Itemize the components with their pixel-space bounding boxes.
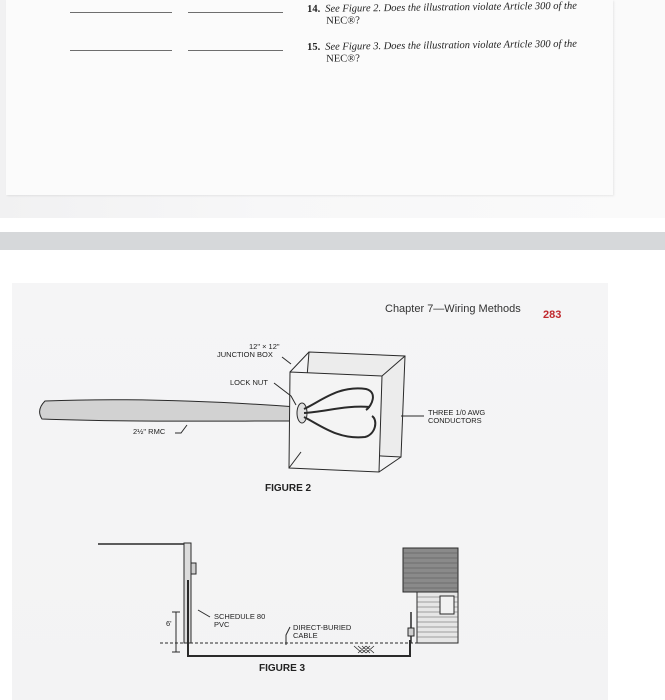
question-text-line2: NEC®? [326, 53, 360, 65]
service-meter [408, 628, 414, 636]
figure-3-drawing [98, 543, 458, 656]
house-window [440, 596, 454, 614]
question-number: 15. [307, 41, 321, 53]
figure-2-caption: FIGURE 2 [265, 483, 312, 494]
box-edge [379, 457, 401, 472]
lock-nut-label: LOCK NUT [230, 378, 268, 387]
leader-line [282, 357, 291, 364]
leader-line [286, 627, 290, 645]
leader-line [175, 425, 187, 433]
meter-box [191, 563, 196, 574]
chapter-header: Chapter 7—Wiring Methods [385, 303, 521, 315]
page-number: 283 [543, 309, 562, 321]
figure-3-caption: FIGURE 3 [259, 663, 306, 674]
depth-label: 6' [166, 619, 172, 628]
cable-label-line1: DIRECT-BURIED [293, 623, 352, 632]
buried-cable [188, 640, 410, 656]
question-text: See Figure 3. Does the illustration violate Article 300 of the [325, 38, 577, 53]
question-text-line2: NEC®? [326, 15, 360, 27]
question-text: See Figure 2. Does the illustration violate Article 300 of the [325, 0, 577, 15]
house-roof [403, 548, 458, 592]
cable-hatch [354, 646, 374, 653]
junction-box-label: JUNCTION BOX [217, 350, 273, 359]
figure-2-drawing [40, 352, 424, 472]
question-number: 14. [307, 3, 321, 15]
conductors-label-line2: CONDUCTORS [428, 416, 482, 425]
conductors-label-line1: THREE 1/0 AWG [428, 408, 486, 417]
leader-line [198, 610, 210, 617]
cable-label-line2: CABLE [293, 631, 318, 640]
junction-box-size-label: 12" × 12" [249, 342, 280, 351]
pvc-label-line1: SCHEDULE 80 [214, 612, 266, 621]
rmc-label: 2½" RMC [133, 427, 166, 436]
rmc-conduit [40, 400, 297, 422]
pvc-label-line2: PVC [214, 620, 230, 629]
box-edge [290, 352, 309, 372]
